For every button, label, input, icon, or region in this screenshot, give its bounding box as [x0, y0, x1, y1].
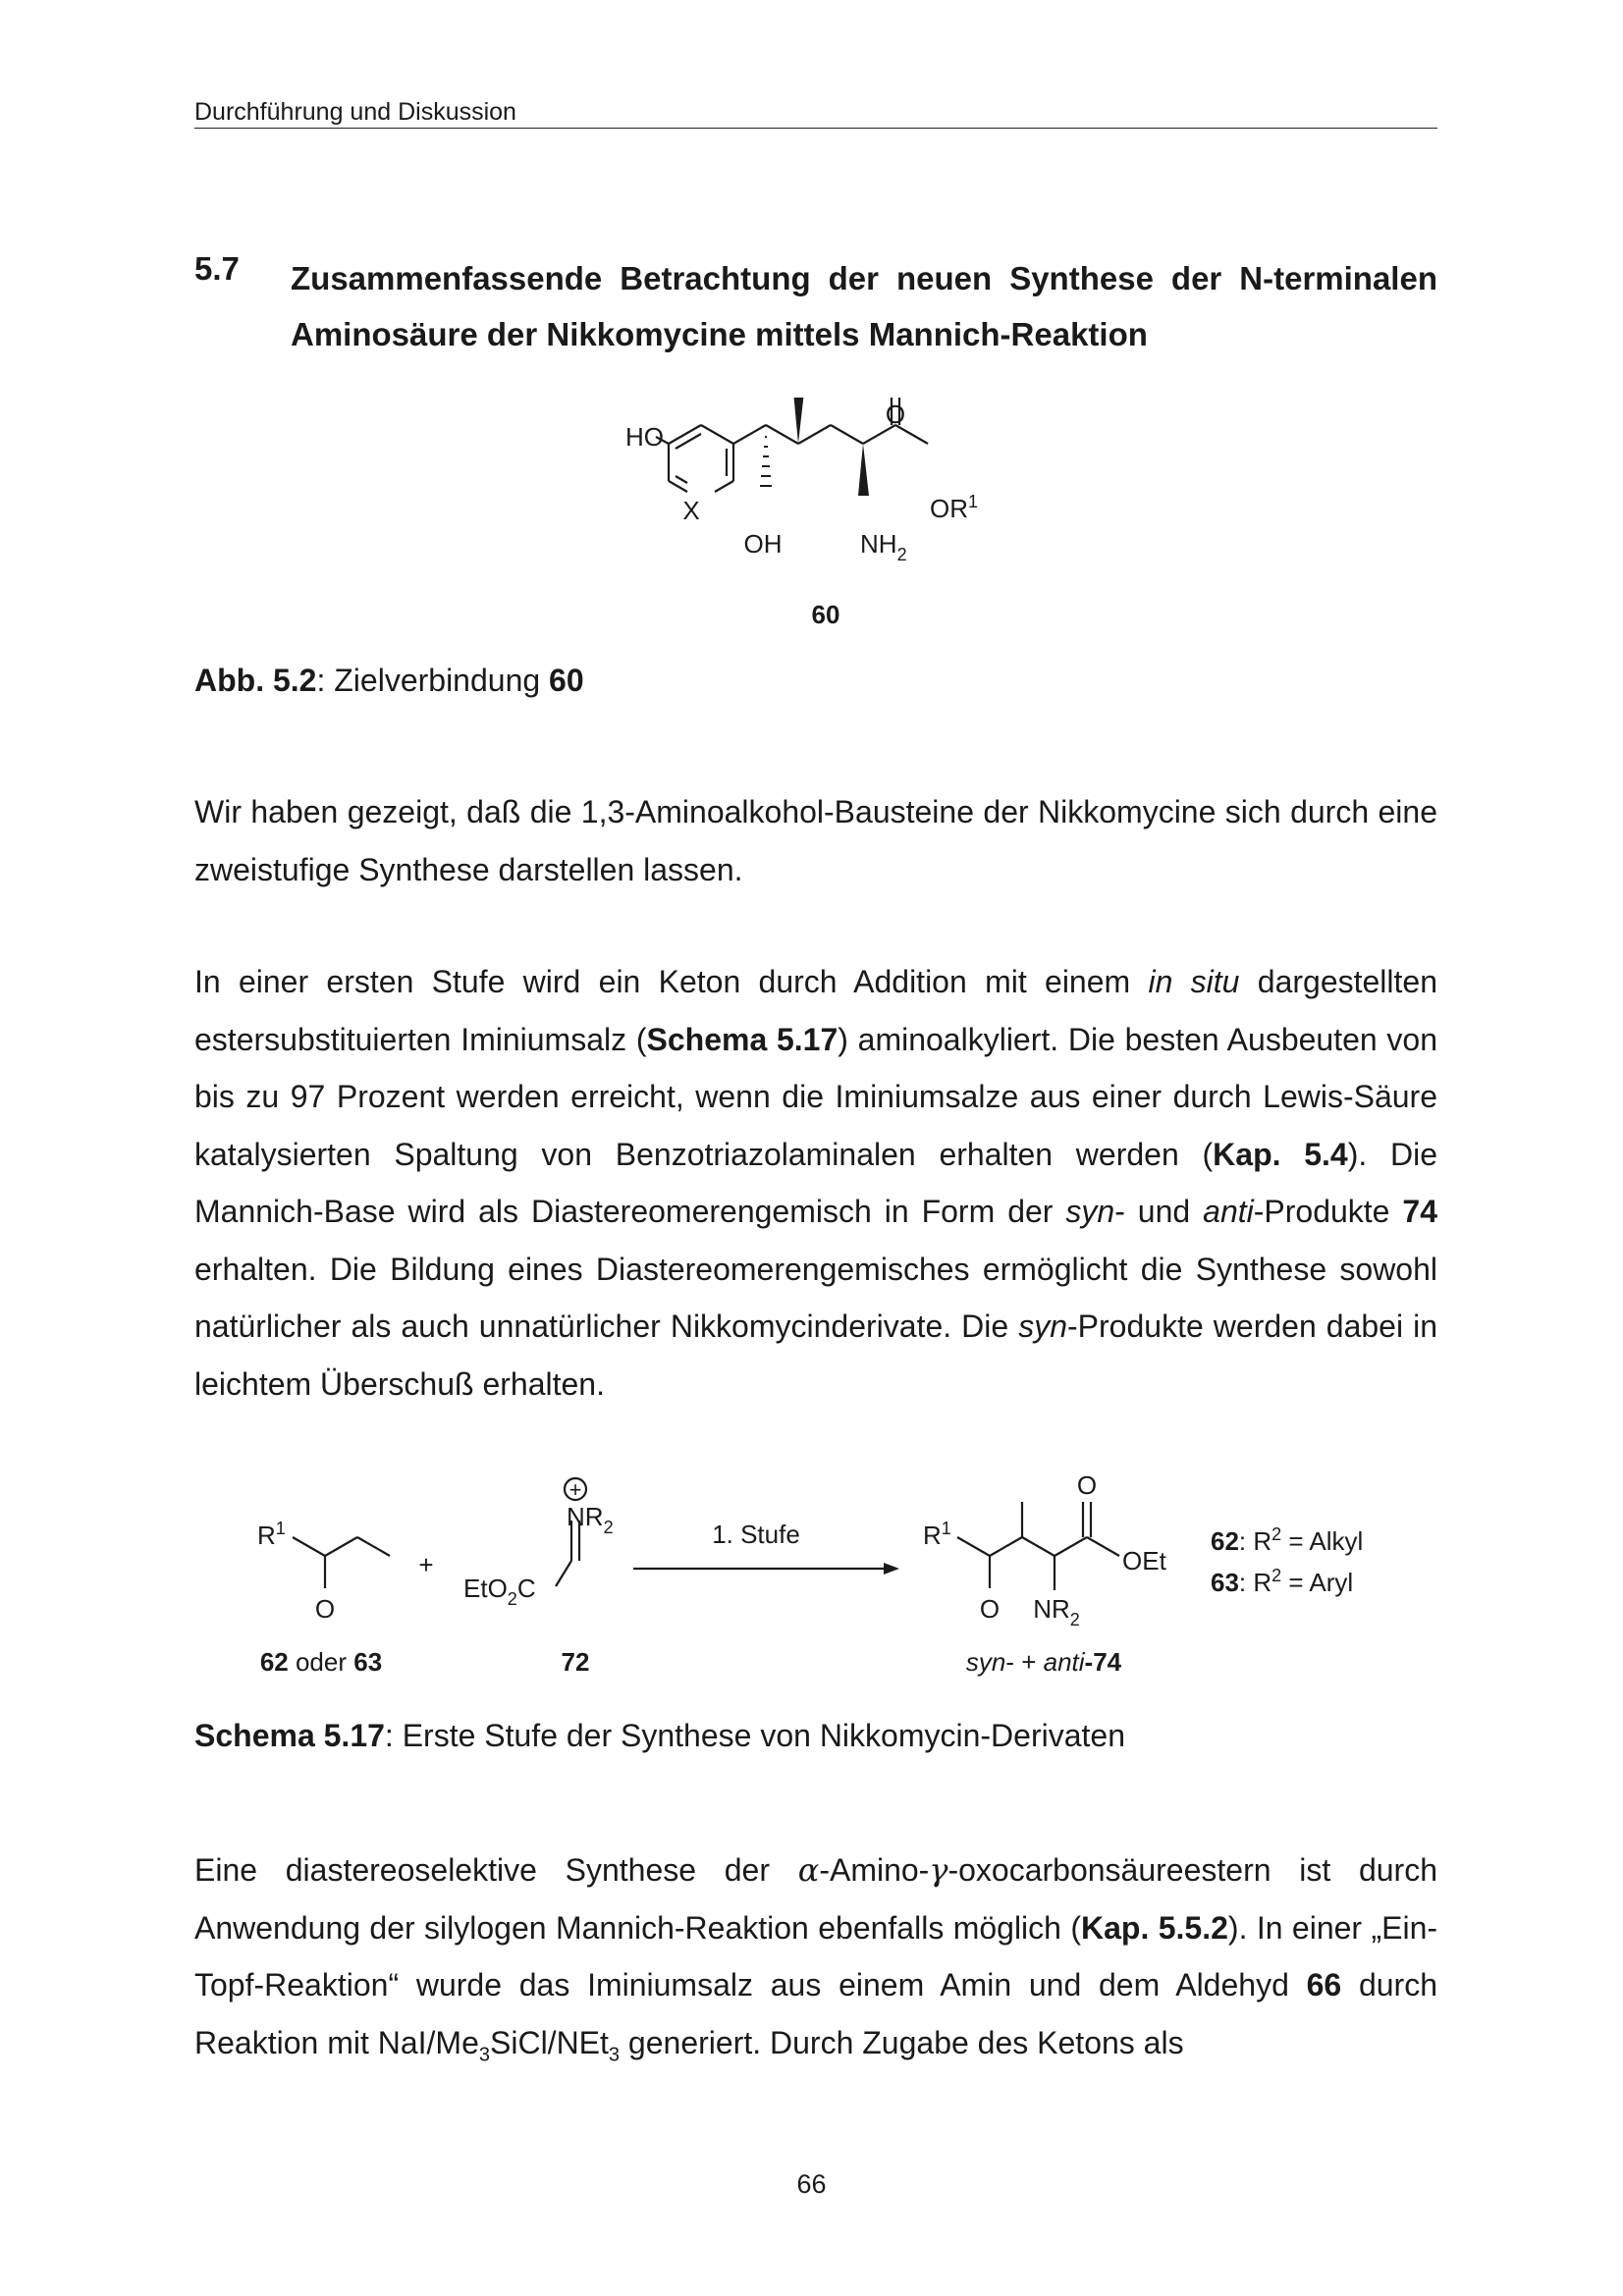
product-carbonyl-o-label: O: [1076, 1470, 1098, 1500]
chain-bond: [733, 425, 766, 444]
product-oet-label: OEt: [1122, 1546, 1166, 1575]
amino-wedge: [858, 444, 869, 496]
section-title: Zusammenfassende Betrachtung der neuen Synthese der N-terminalen Aminosäure der Nikkomycine mittels Mannich-Reaktion: [291, 260, 1437, 352]
compound-60-label: 60: [811, 600, 840, 629]
scheme-caption: Schema 5.17: Erste Stufe der Synthese von Nikkomycin-Derivaten: [194, 1718, 1125, 1753]
scheme-5-17-figure: [236, 1463, 1414, 1688]
paragraph-3: Eine diastereoselektive Synthese der α-Amino-γ-oxocarbonsäureestern ist durch Anwendung der silylogen Mannich-Reaktion ebenfalls möglich (Kap. 5.5.2). In einer „Ein-Topf-Reaktion“ wurde das Iminiumsalz aus einem Amin und dem Aldehyd 66 durch Reaktion mit NaI/$Me_3SiCl/NEt_3$ generiert. Durch Zugabe des Ketons als: [194, 1851, 1438, 2065]
ho-label: HO: [625, 422, 664, 452]
page-number: 66: [796, 2169, 827, 2199]
nh2-label: $NH_2$: [860, 529, 907, 564]
label-syn-anti-74: syn- + anti-74: [965, 1647, 1122, 1677]
paragraph-2: In einer ersten Stufe wird ein Keton durch Addition mit einem in situ dargestellten estersubstituierten Iminiumsalz (Schema 5.17) aminoalkyliert. Die besten Ausbeuten von bis zu 97 Prozent werden erreicht, wenn die Iminiumsalze aus einer durch Lewis-Säure katalysierten Spaltung von Benzotriazolaminalen erhalten werden (Kap. 5.4). Die Mannich-Base wird als Diastereomerengemisch in Form der syn- und anti-Produkte 74 erhalten. Die Bildung eines Diastereomerengemisches ermöglicht die Synthese sowohl natürlicher als auch unnatürlicher Nikkomycinderivate. Die syn-Produkte werden dabei in leichtem Überschuß erhalten.: [194, 964, 1438, 1402]
iminium-eto2c-label: EtO$_2$C: [463, 1574, 536, 1609]
iminium-nr2-label: $NR_2$: [567, 1502, 614, 1537]
definition-62: 62: $R^2$ = Alkyl: [1211, 1524, 1364, 1556]
running-header: [194, 96, 1437, 129]
product-r1-label: $R^1$: [923, 1519, 951, 1550]
running-header-title: Durchführung und Diskussion: [194, 98, 516, 126]
ring-double-bond: [676, 434, 701, 449]
iminium-bond: [556, 1561, 571, 1586]
ring-double-bond: [676, 476, 687, 483]
ring-bond: [669, 481, 687, 492]
product-nr2-label: $NR_2$: [1033, 1594, 1080, 1629]
ketone-bond: [325, 1537, 357, 1556]
chain-bond: [798, 425, 831, 444]
step-label: 1. Stufe: [712, 1520, 800, 1549]
paragraph-1: [194, 783, 1437, 898]
ring-bond: [715, 481, 733, 492]
ketone-bond: [293, 1537, 325, 1556]
ketone-r1-label: $R^1$: [257, 1519, 286, 1550]
ring-bond: [669, 425, 701, 444]
oh-label: OH: [743, 529, 783, 559]
product-bond: [1087, 1537, 1119, 1556]
section-number: 5.7: [194, 250, 240, 287]
product-bond: [957, 1537, 990, 1556]
plus-charge-label: +: [568, 1477, 582, 1502]
ketone-o-label: O: [314, 1594, 336, 1624]
paragraph-1-text: Wir haben gezeigt, daß die 1,3-Aminoalkohol-Bausteine der Nikkomycine sich durch eine zweistufige Synthese darstellen lassen.: [194, 794, 1437, 887]
reaction-arrowhead: [884, 1563, 899, 1575]
product-bond: [990, 1537, 1022, 1556]
or-label: $OR^1$: [930, 492, 979, 523]
ketone-bond: [357, 1537, 390, 1556]
carbonyl-o-label: O: [885, 400, 906, 429]
label-72: 72: [561, 1647, 590, 1677]
chain-bond: [831, 425, 863, 444]
product-bond: [1022, 1537, 1055, 1556]
plus-sign: +: [418, 1550, 434, 1579]
chain-bond: [766, 425, 798, 444]
figure-caption: Abb. 5.2: Zielverbindung 60: [194, 663, 584, 698]
ring-bond: [701, 425, 733, 444]
structure-60-figure: [589, 398, 1080, 638]
product-ketone-o-label: O: [979, 1594, 1001, 1624]
definition-63: 63: $R^2$ = Aryl: [1211, 1566, 1354, 1597]
hydroxy-hash-bond: [760, 437, 772, 486]
methyl-wedge: [793, 398, 804, 444]
x-label: X: [682, 496, 700, 525]
product-bond: [1055, 1537, 1087, 1556]
label-62-oder-63: 62 oder 63: [259, 1647, 383, 1677]
